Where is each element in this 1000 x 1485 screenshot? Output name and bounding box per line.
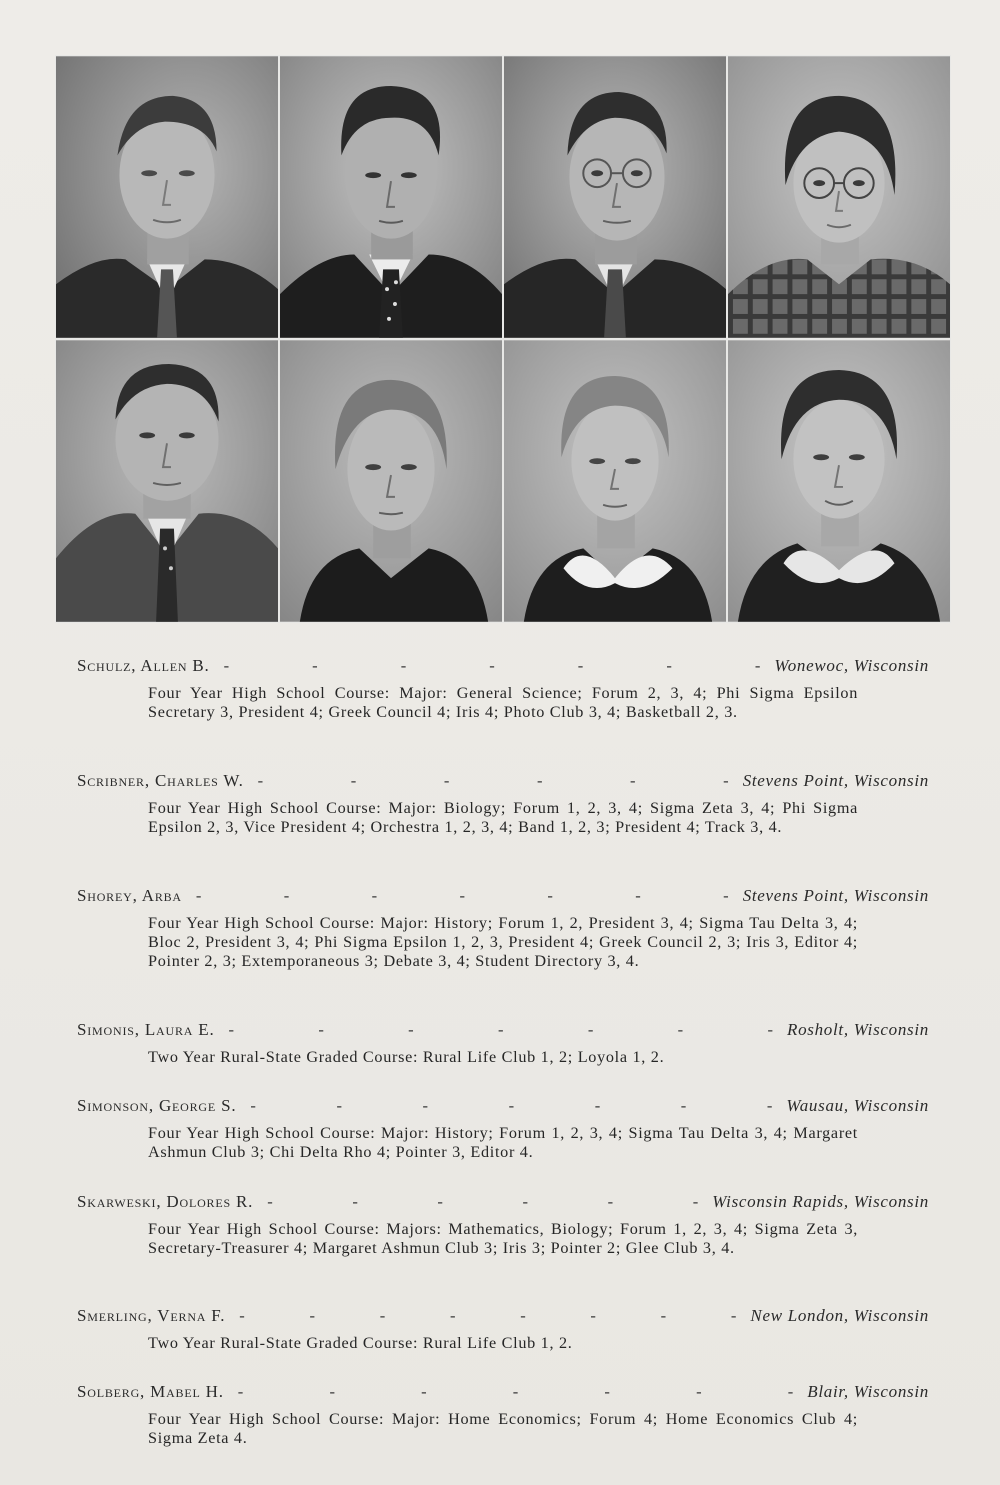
leader-dash: - [787, 1382, 794, 1401]
leader-dashes [236, 1096, 786, 1116]
leader-dash: - [400, 656, 407, 675]
leader-dash: - [352, 1192, 358, 1211]
leader-dash: - [723, 771, 729, 790]
hometown: New London, Wisconsin [750, 1306, 929, 1325]
woman-portrait-icon [280, 340, 502, 622]
hometown: Wonewoc, Wisconsin [774, 656, 929, 675]
student-name: Scribner, Charles W. [77, 771, 244, 790]
leader-dash: - [754, 656, 761, 675]
leader-dash: - [692, 1192, 699, 1211]
entry-heading [77, 771, 929, 793]
student-entry-schulz [77, 656, 929, 722]
student-entry-simonson [77, 1096, 929, 1162]
course-description: Two Year Rural-State Graded Course: Rural Life Club 1, 2; Loyola 1, 2. [148, 1048, 665, 1066]
leader-dash: - [604, 1382, 610, 1401]
leader-dash: - [309, 1306, 315, 1325]
portrait-2 [279, 55, 503, 339]
hometown: Stevens Point, Wisconsin [742, 886, 929, 905]
entry-heading [77, 886, 929, 908]
leader-dash: - [489, 656, 495, 675]
leader-dash: - [730, 1306, 737, 1325]
leader-dash: - [508, 1096, 515, 1115]
leader-dash: - [195, 886, 202, 905]
leader-dash: - [228, 1020, 234, 1039]
portrait-5 [55, 339, 279, 623]
student-entry-skarweski [77, 1192, 929, 1258]
leader-dash: - [630, 771, 636, 790]
hometown: Rosholt, Wisconsin [787, 1020, 929, 1039]
hometown: Blair, Wisconsin [807, 1382, 929, 1401]
portrait-8 [727, 339, 951, 623]
course-description: Four Year High School Course: Majors: Mathematics, Biology; Forum 1, 2, 3, 4; Sigma Zeta 3, Secretary-Treasurer 4; Margaret Ashmun Club 3; Iris 3; Pointer 2; Glee Club 3, 4. [148, 1220, 858, 1258]
student-name: Simonis, Laura E. [77, 1020, 215, 1039]
portrait-6 [279, 339, 503, 623]
man-portrait-icon [280, 56, 502, 338]
course-description: Two Year Rural-State Graded Course: Rural Life Club 1, 2. [148, 1334, 573, 1352]
leader-dash: - [257, 771, 264, 790]
leader-dash: - [696, 1382, 702, 1401]
student-entry-solberg [77, 1382, 929, 1448]
leader-dash: - [547, 886, 553, 905]
course-description: Four Year High School Course: Major: Home Economics; Forum 4; Home Economics Club 4; Sigma Zeta 4. [148, 1410, 858, 1448]
leader-dash: - [223, 656, 230, 675]
leader-dash: - [336, 1096, 342, 1115]
woman-portrait-icon [728, 340, 950, 622]
leader-dash: - [422, 1096, 429, 1115]
leader-dash: - [283, 886, 290, 905]
leader-dash: - [660, 1306, 667, 1325]
portrait-grid [55, 55, 951, 623]
hometown: Wisconsin Rapids, Wisconsin [712, 1192, 929, 1211]
portrait-3 [503, 55, 727, 339]
leader-dash: - [459, 886, 466, 905]
course-description: Four Year High School Course: Major: History; Forum 1, 2, President 3, 4; Sigma Tau Delta 3, 4; Bloc 2, President 3, 4; Phi Sigma Epsilon 1, 2, 3, President 4; Greek Council 2, 3; Iris 3, Editor 4; Pointer 2, 3; Extemporaneous 3; Debate 3, 4; Student Directory 3, 4. [148, 914, 858, 971]
leader-dash: - [239, 1306, 245, 1325]
student-name: Smerling, Verna F. [77, 1306, 226, 1325]
leader-dash: - [536, 771, 543, 790]
leader-dashes [253, 1192, 712, 1212]
leader-dash: - [594, 1096, 601, 1115]
student-name: Schulz, Allen B. [77, 656, 210, 675]
entry-heading [77, 1192, 929, 1214]
leader-dash: - [371, 886, 378, 905]
leader-dash: - [680, 1096, 687, 1115]
course-description: Four Year High School Course: Major: History; Forum 1, 2, 3, 4; Sigma Tau Delta 3, 4; Margaret Ashmun Club 3; Chi Delta Rho 4; Pointer 3, Editor 4. [148, 1124, 858, 1162]
leader-dash: - [607, 1192, 614, 1211]
leader-dash: - [237, 1382, 244, 1401]
leader-dash: - [437, 1192, 443, 1211]
course-description: Four Year High School Course: Major: Biology; Forum 1, 2, 3, 4; Sigma Zeta 3, 4; Phi Sigma Epsilon 2, 3, Vice President 4; Orchestra 1, 2, 3, 4; Band 1, 2, 3; President 4; Track 3, 4. [148, 799, 858, 837]
leader-dashes [224, 1382, 808, 1402]
entry-heading [77, 1020, 929, 1042]
leader-dash: - [267, 1192, 273, 1211]
leader-dash: - [312, 656, 318, 675]
student-name: Simonson, George S. [77, 1096, 237, 1115]
leader-dash: - [329, 1382, 335, 1401]
leader-dash: - [522, 1192, 528, 1211]
leader-dash: - [677, 1020, 684, 1039]
man-portrait-icon [56, 340, 278, 622]
entry-heading [77, 1096, 929, 1118]
leader-dash: - [766, 1096, 773, 1115]
leader-dash: - [443, 771, 450, 790]
leader-dash: - [318, 1020, 324, 1039]
man-glasses-portrait-icon [504, 56, 726, 338]
leader-dashes [225, 1306, 750, 1326]
portrait-7 [503, 339, 727, 623]
entry-heading [77, 1382, 929, 1404]
woman-portrait-icon [504, 340, 726, 622]
student-entry-simonis [77, 1020, 929, 1067]
leader-dashes [215, 1020, 788, 1040]
leader-dash: - [449, 1306, 456, 1325]
leader-dash: - [767, 1020, 773, 1039]
leader-dash: - [577, 656, 584, 675]
student-name: Shorey, Arba [77, 886, 182, 905]
leader-dash: - [723, 886, 729, 905]
leader-dash: - [666, 656, 672, 675]
entry-heading [77, 1306, 929, 1328]
leader-dash: - [590, 1306, 596, 1325]
hometown: Wausau, Wisconsin [786, 1096, 929, 1115]
leader-dashes [182, 886, 743, 906]
entry-heading [77, 656, 929, 678]
leader-dash: - [512, 1382, 519, 1401]
leader-dash: - [635, 886, 641, 905]
student-name: Skarweski, Dolores R. [77, 1192, 254, 1211]
hometown: Stevens Point, Wisconsin [742, 771, 929, 790]
leader-dash: - [250, 1096, 256, 1115]
student-entry-smerling [77, 1306, 929, 1353]
portrait-1 [55, 55, 279, 339]
leader-dashes [210, 656, 775, 676]
man-portrait-icon [56, 56, 278, 338]
woman-glasses-portrait-icon [728, 56, 950, 338]
leader-dash: - [350, 771, 357, 790]
leader-dash: - [587, 1020, 594, 1039]
leader-dash: - [408, 1020, 414, 1039]
student-name: Solberg, Mabel H. [77, 1382, 224, 1401]
student-entry-shorey [77, 886, 929, 972]
portrait-4 [727, 55, 951, 339]
leader-dashes [244, 771, 743, 791]
leader-dash: - [379, 1306, 386, 1325]
leader-dash: - [520, 1306, 526, 1325]
course-description: Four Year High School Course: Major: General Science; Forum 2, 3, 4; Phi Sigma Epsilon Secretary 3, President 4; Greek Council 4; Iris 4; Photo Club 3, 4; Basketball 2, 3. [148, 684, 858, 722]
leader-dash: - [497, 1020, 504, 1039]
student-entry-scribner [77, 771, 929, 837]
leader-dash: - [421, 1382, 427, 1401]
